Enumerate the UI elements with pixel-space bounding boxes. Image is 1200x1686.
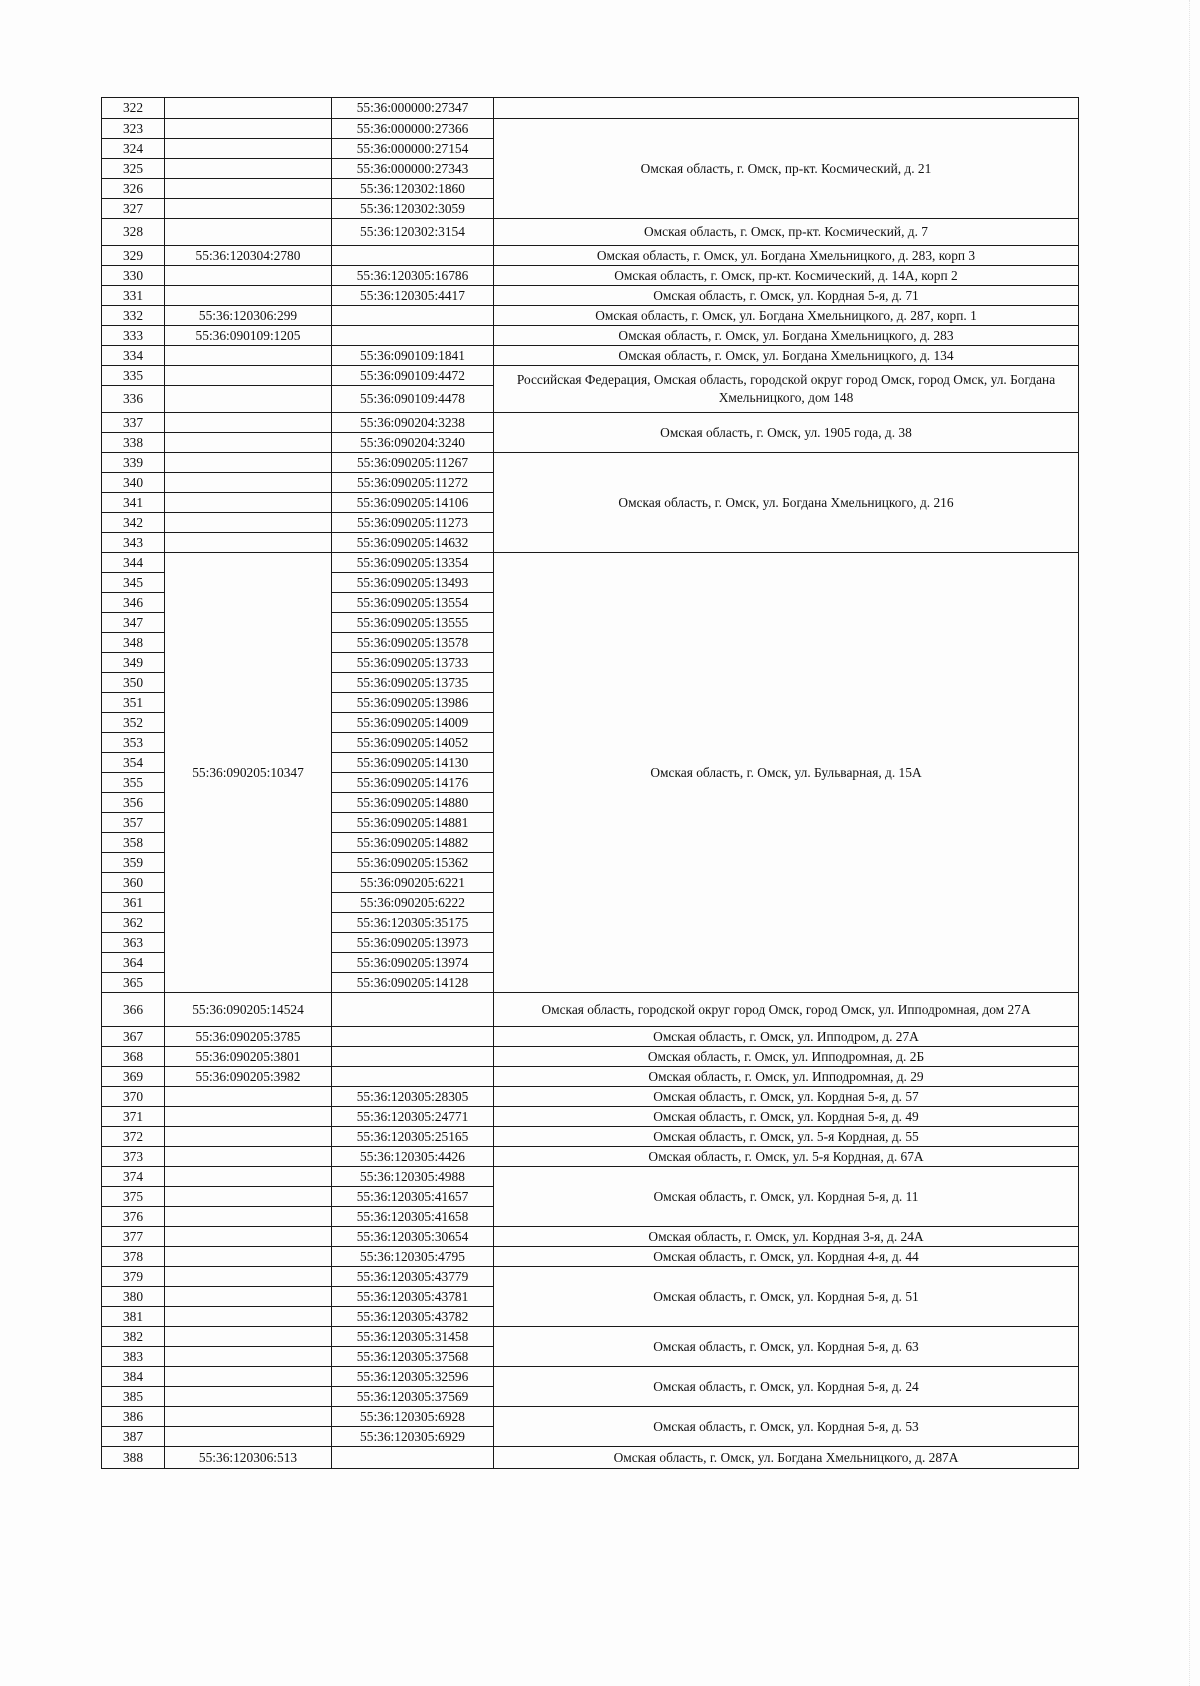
table-row — [102, 346, 1079, 366]
land-plot-number-cell — [165, 453, 332, 473]
building-number-cell: 55:36:090109:4472 — [332, 366, 494, 386]
land-plot-number-cell — [165, 366, 332, 386]
table-row — [102, 413, 1079, 433]
building-number-cell: 55:36:090109:4478 — [332, 386, 494, 413]
land-plot-number-cell — [165, 493, 332, 513]
row-number-cell: 335 — [102, 366, 165, 386]
address-cell: Омская область, г. Омск, ул. 5-я Кордная, д. 67А — [494, 1147, 1079, 1167]
building-number-cell: 55:36:090205:14130 — [332, 753, 494, 773]
address-cell: Омская область, г. Омск, ул. 5-я Кордная, д. 55 — [494, 1127, 1079, 1147]
row-number-cell: 332 — [102, 306, 165, 326]
row-number-cell: 370 — [102, 1087, 165, 1107]
land-plot-number-cell — [165, 1187, 332, 1207]
table-row — [102, 453, 1079, 473]
building-number-cell — [332, 1027, 494, 1047]
address-cell: Омская область, городской округ город Омск, город Омск, ул. Ипподромная, дом 27А — [494, 993, 1079, 1027]
land-plot-number-cell — [165, 159, 332, 179]
building-number-cell: 55:36:120305:35175 — [332, 913, 494, 933]
row-number-cell: 347 — [102, 613, 165, 633]
row-number-cell: 360 — [102, 873, 165, 893]
address-cell: Омская область, г. Омск, ул. Богдана Хмельницкого, д. 287А — [494, 1447, 1079, 1469]
row-number-cell: 345 — [102, 573, 165, 593]
table-row — [102, 1267, 1079, 1287]
land-plot-number-cell — [165, 286, 332, 306]
table-body — [102, 98, 1079, 1469]
row-number-cell: 330 — [102, 266, 165, 286]
land-plot-number-cell — [165, 1087, 332, 1107]
row-number-cell: 334 — [102, 346, 165, 366]
building-number-cell: 55:36:090205:14632 — [332, 533, 494, 553]
address-cell: Омская область, г. Омск, ул. Кордная 5-я, д. 71 — [494, 286, 1079, 306]
row-number-cell: 329 — [102, 246, 165, 266]
building-number-cell: 55:36:090205:13973 — [332, 933, 494, 953]
table-row — [102, 286, 1079, 306]
building-number-cell: 55:36:090205:14009 — [332, 713, 494, 733]
table-row — [102, 1327, 1079, 1347]
building-number-cell: 55:36:120305:41657 — [332, 1187, 494, 1207]
row-number-cell: 327 — [102, 199, 165, 219]
table-row — [102, 993, 1079, 1027]
building-number-cell: 55:36:090205:13578 — [332, 633, 494, 653]
land-plot-number-cell: 55:36:090205:3785 — [165, 1027, 332, 1047]
row-number-cell: 322 — [102, 98, 165, 119]
address-cell: Омская область, г. Омск, пр-кт. Космический, д. 7 — [494, 219, 1079, 246]
address-cell: Омская область, г. Омск, ул. Богдана Хмельницкого, д. 283 — [494, 326, 1079, 346]
building-number-cell: 55:36:120305:43779 — [332, 1267, 494, 1287]
table-row — [102, 1407, 1079, 1427]
table-row — [102, 119, 1079, 139]
building-number-cell: 55:36:090205:14880 — [332, 793, 494, 813]
building-number-cell: 55:36:120302:3059 — [332, 199, 494, 219]
table-row — [102, 306, 1079, 326]
building-number-cell — [332, 993, 494, 1027]
building-number-cell — [332, 1447, 494, 1469]
address-cell: Омская область, г. Омск, ул. Кордная 5-я, д. 49 — [494, 1107, 1079, 1127]
address-cell: Омская область, г. Омск, ул. Кордная 5-я, д. 24 — [494, 1367, 1079, 1407]
land-plot-number-cell — [165, 199, 332, 219]
address-cell: Омская область, г. Омск, ул. Кордная 3-я, д. 24А — [494, 1227, 1079, 1247]
building-number-cell: 55:36:090205:6221 — [332, 873, 494, 893]
table-row — [102, 1107, 1079, 1127]
building-number-cell: 55:36:120305:28305 — [332, 1087, 494, 1107]
building-number-cell — [332, 1067, 494, 1087]
address-cell: Омская область, г. Омск, ул. Ипподромная, д. 29 — [494, 1067, 1079, 1087]
land-plot-number-cell — [165, 1127, 332, 1147]
table-row — [102, 1067, 1079, 1087]
building-number-cell: 55:36:090205:14882 — [332, 833, 494, 853]
building-number-cell: 55:36:120305:41658 — [332, 1207, 494, 1227]
building-number-cell: 55:36:120305:31458 — [332, 1327, 494, 1347]
row-number-cell: 384 — [102, 1367, 165, 1387]
row-number-cell: 364 — [102, 953, 165, 973]
row-number-cell: 346 — [102, 593, 165, 613]
building-number-cell: 55:36:120305:30654 — [332, 1227, 494, 1247]
land-plot-number-cell — [165, 1167, 332, 1187]
row-number-cell: 367 — [102, 1027, 165, 1047]
land-plot-number-cell: 55:36:120306:513 — [165, 1447, 332, 1469]
address-cell: Омская область, г. Омск, ул. Кордная 5-я, д. 51 — [494, 1267, 1079, 1327]
row-number-cell: 350 — [102, 673, 165, 693]
land-plot-number-cell — [165, 1107, 332, 1127]
address-cell: Российская Федерация, Омская область, городской округ город Омск, город Омск, ул. Богдана Хмельницкого, дом 148 — [494, 366, 1079, 413]
building-number-cell: 55:36:090205:14106 — [332, 493, 494, 513]
table-row — [102, 326, 1079, 346]
building-number-cell: 55:36:090205:13974 — [332, 953, 494, 973]
row-number-cell: 365 — [102, 973, 165, 993]
land-plot-number-cell: 55:36:120304:2780 — [165, 246, 332, 266]
building-number-cell: 55:36:000000:27343 — [332, 159, 494, 179]
table-row — [102, 1087, 1079, 1107]
building-number-cell: 55:36:000000:27154 — [332, 139, 494, 159]
building-number-cell: 55:36:120305:4795 — [332, 1247, 494, 1267]
land-plot-number-cell — [165, 119, 332, 139]
building-number-cell: 55:36:120305:4988 — [332, 1167, 494, 1187]
row-number-cell: 373 — [102, 1147, 165, 1167]
land-plot-number-cell — [165, 1407, 332, 1427]
row-number-cell: 326 — [102, 179, 165, 199]
land-plot-number-cell — [165, 1367, 332, 1387]
land-plot-number-cell — [165, 1287, 332, 1307]
building-number-cell: 55:36:000000:27347 — [332, 98, 494, 119]
address-cell: Омская область, г. Омск, ул. Кордная 5-я, д. 63 — [494, 1327, 1079, 1367]
building-number-cell: 55:36:090205:11272 — [332, 473, 494, 493]
building-number-cell: 55:36:090205:13555 — [332, 613, 494, 633]
building-number-cell: 55:36:090205:13986 — [332, 693, 494, 713]
land-plot-number-cell — [165, 513, 332, 533]
building-number-cell: 55:36:090204:3240 — [332, 433, 494, 453]
table-row — [102, 1047, 1079, 1067]
land-plot-number-cell — [165, 1347, 332, 1367]
building-number-cell: 55:36:120305:6928 — [332, 1407, 494, 1427]
building-number-cell: 55:36:000000:27366 — [332, 119, 494, 139]
land-plot-number-cell — [165, 1327, 332, 1347]
building-number-cell: 55:36:090205:13554 — [332, 593, 494, 613]
row-number-cell: 338 — [102, 433, 165, 453]
land-plot-number-cell: 55:36:090205:14524 — [165, 993, 332, 1027]
land-plot-number-cell — [165, 139, 332, 159]
row-number-cell: 336 — [102, 386, 165, 413]
address-cell: Омская область, г. Омск, ул. 1905 года, д. 38 — [494, 413, 1079, 453]
building-number-cell: 55:36:090205:11267 — [332, 453, 494, 473]
address-cell: Омская область, г. Омск, ул. Ипподромная, д. 2Б — [494, 1047, 1079, 1067]
building-number-cell: 55:36:090205:15362 — [332, 853, 494, 873]
cadastral-register-table — [101, 97, 1079, 1469]
land-plot-number-cell — [165, 1427, 332, 1447]
building-number-cell: 55:36:090205:11273 — [332, 513, 494, 533]
building-number-cell: 55:36:120305:25165 — [332, 1127, 494, 1147]
row-number-cell: 375 — [102, 1187, 165, 1207]
building-number-cell: 55:36:120305:32596 — [332, 1367, 494, 1387]
address-cell: Омская область, г. Омск, ул. Богдана Хмельницкого, д. 216 — [494, 453, 1079, 553]
building-number-cell: 55:36:120305:6929 — [332, 1427, 494, 1447]
building-number-cell: 55:36:120302:3154 — [332, 219, 494, 246]
row-number-cell: 355 — [102, 773, 165, 793]
row-number-cell: 325 — [102, 159, 165, 179]
building-number-cell: 55:36:090205:13735 — [332, 673, 494, 693]
building-number-cell — [332, 1047, 494, 1067]
row-number-cell: 358 — [102, 833, 165, 853]
row-number-cell: 380 — [102, 1287, 165, 1307]
address-cell: Омская область, г. Омск, пр-кт. Космический, д. 14А, корп 2 — [494, 266, 1079, 286]
row-number-cell: 342 — [102, 513, 165, 533]
row-number-cell: 357 — [102, 813, 165, 833]
table-row — [102, 553, 1079, 573]
land-plot-number-cell — [165, 179, 332, 199]
row-number-cell: 372 — [102, 1127, 165, 1147]
table-row — [102, 1247, 1079, 1267]
address-cell: Омская область, г. Омск, ул. Кордная 5-я, д. 53 — [494, 1407, 1079, 1447]
building-number-cell: 55:36:090204:3238 — [332, 413, 494, 433]
table-row — [102, 246, 1079, 266]
address-cell: Омская область, г. Омск, ул. Богдана Хмельницкого, д. 287, корп. 1 — [494, 306, 1079, 326]
building-number-cell: 55:36:090205:13733 — [332, 653, 494, 673]
land-plot-number-cell: 55:36:090109:1205 — [165, 326, 332, 346]
row-number-cell: 341 — [102, 493, 165, 513]
address-cell: Омская область, г. Омск, пр-кт. Космический, д. 21 — [494, 119, 1079, 219]
table-row — [102, 366, 1079, 386]
building-number-cell: 55:36:090205:14176 — [332, 773, 494, 793]
building-number-cell: 55:36:090205:13493 — [332, 573, 494, 593]
address-cell: Омская область, г. Омск, ул. Кордная 4-я, д. 44 — [494, 1247, 1079, 1267]
building-number-cell: 55:36:120305:43781 — [332, 1287, 494, 1307]
row-number-cell: 362 — [102, 913, 165, 933]
row-number-cell: 349 — [102, 653, 165, 673]
table-row — [102, 1227, 1079, 1247]
building-number-cell — [332, 306, 494, 326]
row-number-cell: 356 — [102, 793, 165, 813]
row-number-cell: 352 — [102, 713, 165, 733]
building-number-cell: 55:36:120305:4417 — [332, 286, 494, 306]
building-number-cell: 55:36:090205:14052 — [332, 733, 494, 753]
table-row — [102, 1367, 1079, 1387]
table-row — [102, 266, 1079, 286]
table-row — [102, 219, 1079, 246]
table-row — [102, 1127, 1079, 1147]
building-number-cell: 55:36:120305:43782 — [332, 1307, 494, 1327]
address-cell: Омская область, г. Омск, ул. Богдана Хмельницкого, д. 283, корп 3 — [494, 246, 1079, 266]
scan-edge — [1189, 0, 1196, 1686]
land-plot-number-cell: 55:36:090205:3982 — [165, 1067, 332, 1087]
row-number-cell: 377 — [102, 1227, 165, 1247]
land-plot-number-cell — [165, 1227, 332, 1247]
land-plot-number-cell: 55:36:120306:299 — [165, 306, 332, 326]
row-number-cell: 328 — [102, 219, 165, 246]
row-number-cell: 378 — [102, 1247, 165, 1267]
building-number-cell: 55:36:120305:16786 — [332, 266, 494, 286]
row-number-cell: 354 — [102, 753, 165, 773]
row-number-cell: 382 — [102, 1327, 165, 1347]
row-number-cell: 344 — [102, 553, 165, 573]
row-number-cell: 331 — [102, 286, 165, 306]
row-number-cell: 383 — [102, 1347, 165, 1367]
address-cell: Омская область, г. Омск, ул. Богдана Хмельницкого, д. 134 — [494, 346, 1079, 366]
row-number-cell: 386 — [102, 1407, 165, 1427]
building-number-cell: 55:36:090205:13354 — [332, 553, 494, 573]
land-plot-number-cell — [165, 1307, 332, 1327]
building-number-cell: 55:36:090205:6222 — [332, 893, 494, 913]
building-number-cell: 55:36:090205:14881 — [332, 813, 494, 833]
row-number-cell: 366 — [102, 993, 165, 1027]
row-number-cell: 340 — [102, 473, 165, 493]
row-number-cell: 376 — [102, 1207, 165, 1227]
building-number-cell: 55:36:120305:4426 — [332, 1147, 494, 1167]
row-number-cell: 379 — [102, 1267, 165, 1287]
table-row — [102, 1027, 1079, 1047]
building-number-cell — [332, 326, 494, 346]
land-plot-number-cell — [165, 98, 332, 119]
row-number-cell: 351 — [102, 693, 165, 713]
building-number-cell: 55:36:120305:24771 — [332, 1107, 494, 1127]
land-plot-number-cell — [165, 473, 332, 493]
row-number-cell: 339 — [102, 453, 165, 473]
land-plot-number-cell — [165, 1387, 332, 1407]
row-number-cell: 374 — [102, 1167, 165, 1187]
address-cell: Омская область, г. Омск, ул. Кордная 5-я, д. 57 — [494, 1087, 1079, 1107]
land-plot-number-cell: 55:36:090205:10347 — [165, 553, 332, 993]
land-plot-number-cell — [165, 1207, 332, 1227]
row-number-cell: 337 — [102, 413, 165, 433]
land-plot-number-cell: 55:36:090205:3801 — [165, 1047, 332, 1067]
row-number-cell: 368 — [102, 1047, 165, 1067]
row-number-cell: 323 — [102, 119, 165, 139]
row-number-cell: 371 — [102, 1107, 165, 1127]
land-plot-number-cell — [165, 1147, 332, 1167]
land-plot-number-cell — [165, 413, 332, 433]
row-number-cell: 388 — [102, 1447, 165, 1469]
land-plot-number-cell — [165, 433, 332, 453]
address-cell — [494, 98, 1079, 119]
land-plot-number-cell — [165, 346, 332, 366]
address-cell: Омская область, г. Омск, ул. Кордная 5-я, д. 11 — [494, 1167, 1079, 1227]
row-number-cell: 387 — [102, 1427, 165, 1447]
table-row — [102, 1447, 1079, 1469]
building-number-cell: 55:36:090205:14128 — [332, 973, 494, 993]
row-number-cell: 369 — [102, 1067, 165, 1087]
building-number-cell: 55:36:120305:37568 — [332, 1347, 494, 1367]
address-cell: Омская область, г. Омск, ул. Ипподром, д. 27А — [494, 1027, 1079, 1047]
table-row — [102, 1147, 1079, 1167]
building-number-cell: 55:36:090109:1841 — [332, 346, 494, 366]
land-plot-number-cell — [165, 386, 332, 413]
row-number-cell: 359 — [102, 853, 165, 873]
row-number-cell: 363 — [102, 933, 165, 953]
row-number-cell: 343 — [102, 533, 165, 553]
table-row — [102, 1167, 1079, 1187]
table-row — [102, 98, 1079, 119]
land-plot-number-cell — [165, 1267, 332, 1287]
land-plot-number-cell — [165, 1247, 332, 1267]
row-number-cell: 385 — [102, 1387, 165, 1407]
land-plot-number-cell — [165, 533, 332, 553]
building-number-cell — [332, 246, 494, 266]
building-number-cell: 55:36:120302:1860 — [332, 179, 494, 199]
row-number-cell: 361 — [102, 893, 165, 913]
row-number-cell: 324 — [102, 139, 165, 159]
building-number-cell: 55:36:120305:37569 — [332, 1387, 494, 1407]
row-number-cell: 353 — [102, 733, 165, 753]
row-number-cell: 348 — [102, 633, 165, 653]
address-cell: Омская область, г. Омск, ул. Бульварная, д. 15А — [494, 553, 1079, 993]
land-plot-number-cell — [165, 219, 332, 246]
land-plot-number-cell — [165, 266, 332, 286]
row-number-cell: 381 — [102, 1307, 165, 1327]
row-number-cell: 333 — [102, 326, 165, 346]
